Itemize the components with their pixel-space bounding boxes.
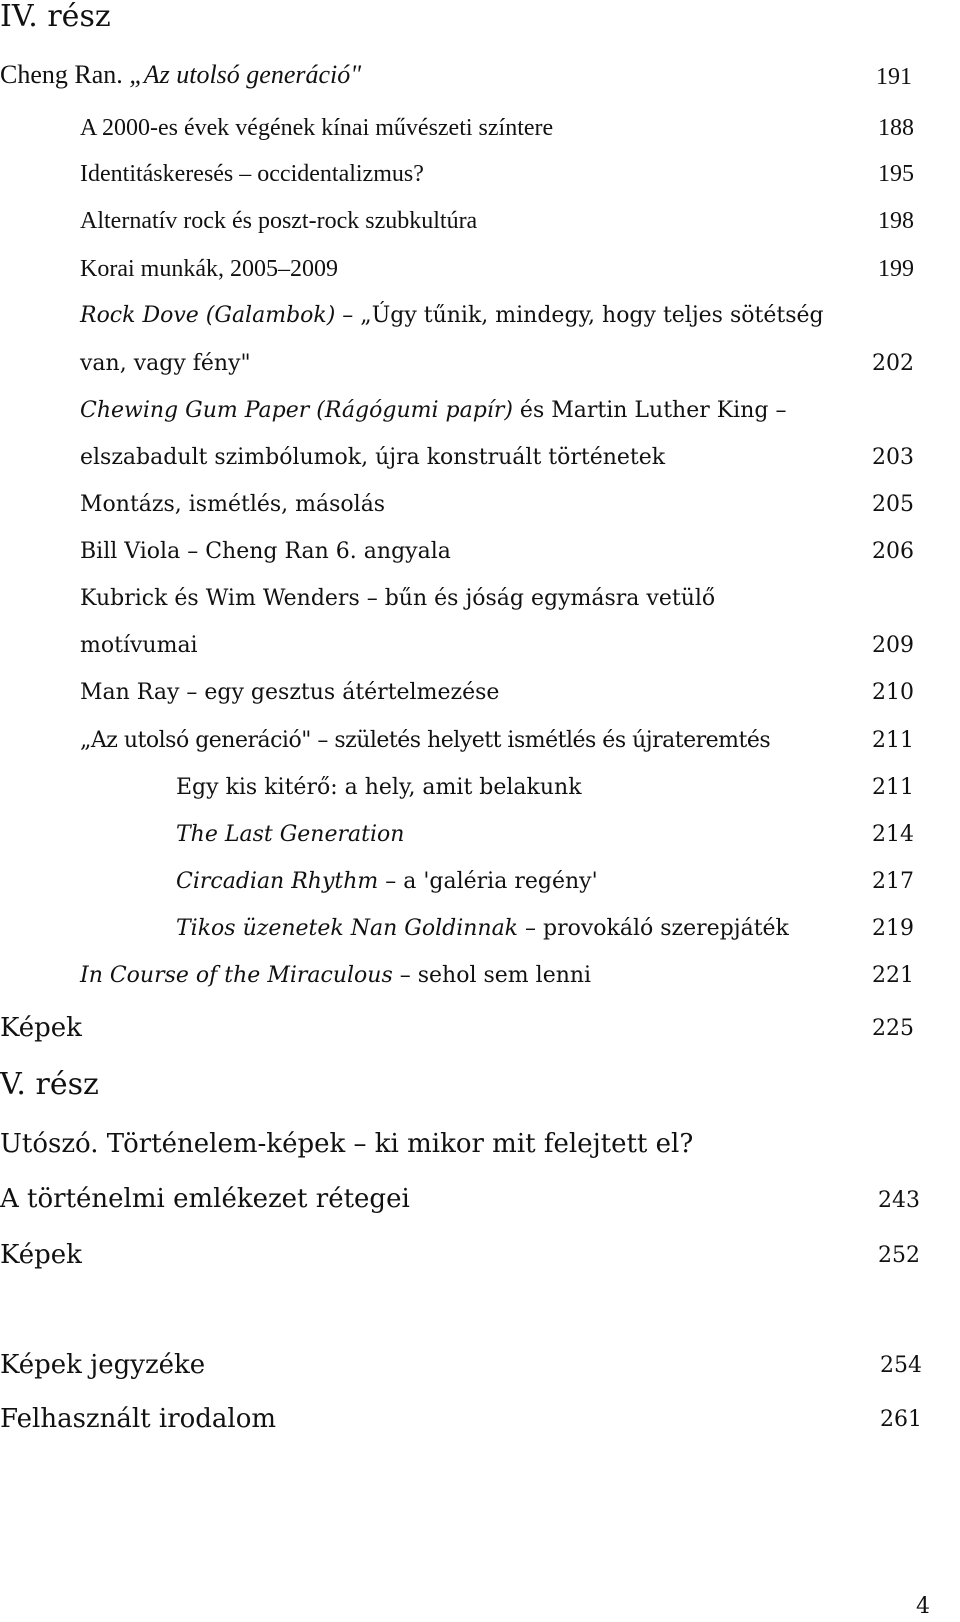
toc-entry[interactable]: Korai munkák, 2005–2009 <box>80 256 338 282</box>
toc-page-number: 217 <box>872 869 914 894</box>
toc-entry-text: – a 'galéria regény' <box>378 869 598 894</box>
toc-entry-text: – provokáló szerepjáték <box>518 916 789 941</box>
toc-entry-title-italic: „Az utolsó generáció" <box>129 60 362 89</box>
toc-entry-cheng-ran[interactable] <box>0 62 361 88</box>
toc-entry-text: – sehol sem lenni <box>392 963 592 988</box>
toc-page-number: 195 <box>878 161 914 187</box>
toc-subentry[interactable]: Egy kis kitérő: a hely, amit belakunk <box>176 775 582 800</box>
toc-page-number: 211 <box>872 775 914 800</box>
toc-entry-text: – „Úgy tűnik, mindegy, hogy teljes sötétség <box>335 303 824 328</box>
toc-entry[interactable]: „Az utolsó generáció" – születés helyett ismétlés és újrateremtés <box>80 728 771 753</box>
toc-subentry[interactable] <box>176 871 598 893</box>
work-title-italic: Chewing Gum Paper (Rágógumi papír) <box>80 398 513 423</box>
toc-page-number: 209 <box>872 633 914 658</box>
toc-entry-chewing-gum[interactable] <box>80 400 786 422</box>
toc-page-number: 191 <box>876 64 912 90</box>
toc-page-number: 198 <box>878 208 914 234</box>
toc-page-number: 252 <box>878 1243 920 1268</box>
toc-entry[interactable]: Képek jegyzéke <box>0 1350 206 1380</box>
toc-entry-text: és Martin Luther King – <box>512 398 787 423</box>
toc-page-number: 202 <box>872 351 914 376</box>
page-footer-number: 4 <box>916 1594 930 1619</box>
toc-page-number: 211 <box>872 728 914 753</box>
toc-entry-continuation[interactable]: motívumai <box>80 633 198 658</box>
toc-subentry[interactable] <box>176 824 404 846</box>
toc-page-number: 254 <box>880 1353 922 1378</box>
toc-entry[interactable]: Alternatív rock és poszt-rock szubkultúra <box>80 208 478 234</box>
toc-entry[interactable]: Kubrick és Wim Wenders – bűn és jóság egymásra vetülő <box>80 586 716 611</box>
part-v-heading: V. rész <box>0 1067 99 1102</box>
work-title-italic: Rock Dove (Galambok) <box>80 303 336 328</box>
toc-page-number: 221 <box>872 963 914 988</box>
toc-page-number: 205 <box>872 492 914 517</box>
toc-entry[interactable] <box>80 965 591 987</box>
toc-page-number: 210 <box>872 680 914 705</box>
toc-entry-title: Cheng Ran. <box>0 60 130 89</box>
part-iv-heading: IV. rész <box>0 0 111 34</box>
toc-page-number: 261 <box>880 1407 922 1432</box>
work-title-italic: The Last Generation <box>176 822 405 847</box>
toc-entry[interactable]: Bill Viola – Cheng Ran 6. angyala <box>80 539 451 564</box>
toc-entry[interactable]: Felhasznált irodalom <box>0 1404 277 1434</box>
toc-entry-utoszo[interactable]: Utószó. Történelem-képek – ki mikor mit felejtett el? <box>0 1129 694 1159</box>
toc-page-number: 188 <box>878 115 914 141</box>
work-title-italic: Circadian Rhythm <box>176 869 379 894</box>
toc-subentry[interactable] <box>176 918 789 940</box>
toc-page-number: 225 <box>872 1016 914 1041</box>
toc-entry[interactable]: Man Ray – egy gesztus átértelmezése <box>80 680 500 705</box>
toc-page-number: 203 <box>872 445 914 470</box>
toc-entry-continuation[interactable]: van, vagy fény" <box>80 351 251 376</box>
toc-entry-rock-dove[interactable] <box>80 305 824 327</box>
toc-entry[interactable]: Identitáskeresés – occidentalizmus? <box>80 161 424 187</box>
toc-entry-kepek[interactable]: Képek <box>0 1013 82 1043</box>
work-title-italic: In Course of the Miraculous <box>80 963 393 988</box>
toc-entry-continuation[interactable]: elszabadult szimbólumok, újra konstruált történetek <box>80 445 666 470</box>
toc-entry-kepek[interactable]: Képek <box>0 1240 82 1270</box>
toc-entry[interactable]: A történelmi emlékezet rétegei <box>0 1184 410 1214</box>
toc-page-number: 206 <box>872 539 914 564</box>
work-title-italic: Tikos üzenetek Nan Goldinnak <box>176 916 519 941</box>
toc-entry[interactable]: A 2000-es évek végének kínai művészeti színtere <box>80 115 554 141</box>
toc-page-number: 214 <box>872 822 914 847</box>
toc-page-number: 243 <box>878 1188 920 1213</box>
toc-page-number: 219 <box>872 916 914 941</box>
toc-page-number: 199 <box>878 256 914 282</box>
toc-entry[interactable]: Montázs, ismétlés, másolás <box>80 492 386 517</box>
